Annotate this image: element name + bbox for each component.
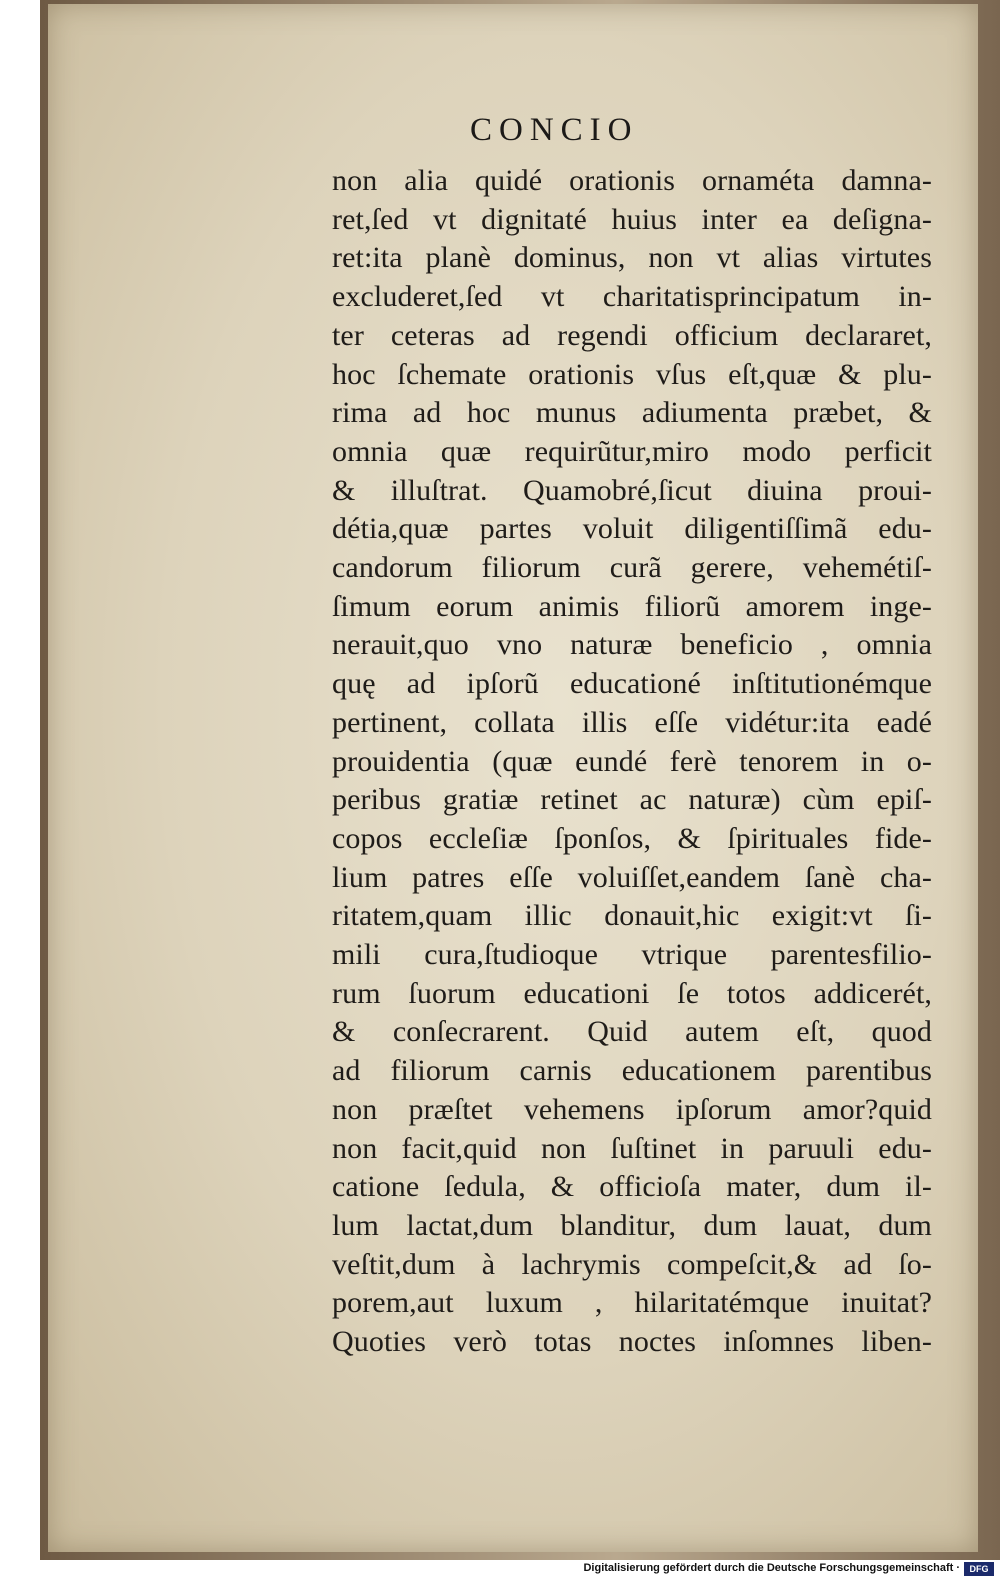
text-line: pertinent, collata illis eſſe vidétur:ita eadé [332, 705, 932, 739]
text-line: prouidentia (quæ eundé ferè tenorem in o- [332, 744, 932, 778]
text-line: détia,quæ partes voluit diligentiſſimã edu- [332, 512, 932, 546]
text-line: lium patres eſſe voluiſſet,eandem ſanè cha- [332, 860, 932, 894]
text-line: ſimum eorum animis filiorũ amorem inge- [332, 589, 932, 623]
text-line: copos eccleſiæ ſponſos, & ſpirituales fide- [332, 821, 932, 855]
text-line: hoc ſchemate orationis vſus eſt,quæ & plu- [332, 357, 932, 391]
text-line: omnia quæ requirũtur,miro modo perficit [332, 434, 932, 468]
text-line: & conſecrarent. Quid autem eſt, quod [332, 1015, 932, 1049]
text-line: Quoties verò totas noctes inſomnes liben- [332, 1325, 932, 1359]
funding-note: Digitalisierung gefördert durch die Deutsche Forschungsgemeinschaft · [583, 1562, 960, 1574]
text-line: mili cura,ſtudioque vtrique parentesfilio- [332, 938, 932, 972]
text-line: candorum filiorum curã gerere, vehemétiſ- [332, 551, 932, 585]
running-head: CONCIO [470, 112, 639, 148]
text-line: ritatem,quam illic donauit,hic exigit:vt ſi- [332, 899, 932, 933]
text-line: ret,ſed vt dignitaté huius inter ea deſigna- [332, 202, 932, 236]
text-line: excluderet,ſed vt charitatisprincipatum in- [332, 280, 932, 314]
text-line: non facit,quid non ſuſtinet in paruuli edu- [332, 1131, 932, 1165]
text-line: rum ſuorum educationi ſe totos addicerét, [332, 976, 932, 1010]
text-line: rima ad hoc munus adiumenta præbet, & [332, 396, 932, 430]
text-line: ret:ita planè dominus, non vt alias virtutes [332, 241, 932, 275]
body-text [332, 162, 932, 1362]
text-line: quę ad ipſorũ educationé inſtitutionémque [332, 667, 932, 701]
text-line: veſtit,dum à lachrymis compeſcit,& ad ſo- [332, 1247, 932, 1281]
text-line: non præſtet vehemens ipſorum amor?quid [332, 1092, 932, 1126]
text-line: porem,aut luxum , hilaritatémque inuitat? [332, 1286, 932, 1320]
text-line: ad filiorum carnis educationem parentibus [332, 1054, 932, 1088]
text-line: lum lactat,dum blanditur, dum lauat, dum [332, 1208, 932, 1242]
text-line: & illuſtrat. Quamobré,ſicut diuina proui- [332, 473, 932, 507]
text-line: nerauit,quo vno naturæ beneficio , omnia [332, 628, 932, 662]
text-line: non alia quidé orationis ornaméta damna- [332, 164, 932, 197]
text-line: catione ſedula, & officioſa mater, dum il- [332, 1170, 932, 1204]
text-line: ter ceteras ad regendi officium declararet, [332, 318, 932, 352]
dfg-logo: DFG [964, 1562, 994, 1576]
text-line: peribus gratiæ retinet ac naturæ) cùm epiſ- [332, 783, 932, 817]
